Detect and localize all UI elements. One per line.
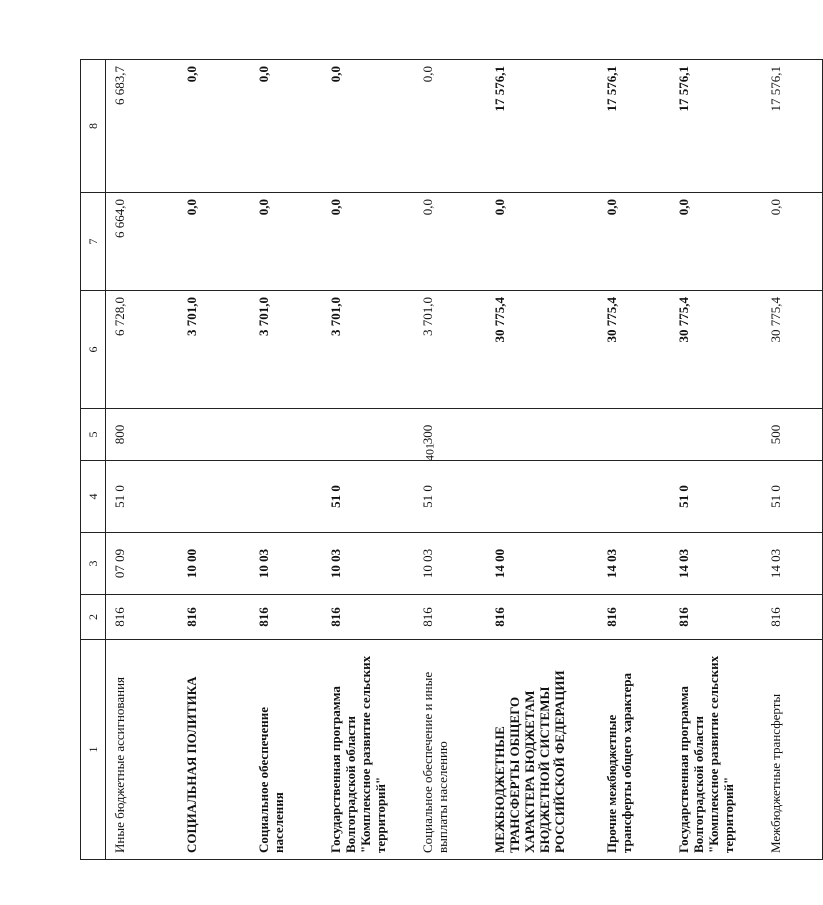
page-number: 401: [422, 443, 437, 461]
cell-value: 17 576,1: [762, 60, 823, 193]
cell-code: 816: [486, 595, 598, 640]
cell-section: 14 03: [598, 533, 670, 595]
cell-code: 816: [178, 595, 250, 640]
cell-program: 51 0: [106, 461, 179, 533]
row-name: МЕЖБЮДЖЕТНЫЕ ТРАНСФЕРТЫ ОБЩЕГО ХАРАКТЕРА БЮДЖЕТАМ БЮДЖЕТНОЙ СИСТЕМЫ РОССИЙСКОЙ ФЕДЕРАЦИИ: [486, 640, 598, 860]
cell-program: [598, 461, 670, 533]
cell-section: 10 00: [178, 533, 250, 595]
cell-value: 0,0: [670, 193, 762, 291]
cell-value: 0,0: [250, 60, 322, 193]
column-header: 3: [81, 533, 106, 595]
cell-type: [322, 409, 414, 461]
cell-type: [598, 409, 670, 461]
cell-value: 0,0: [414, 60, 486, 193]
cell-section: 10 03: [250, 533, 322, 595]
table-row: [322, 60, 414, 860]
cell-code: 816: [598, 595, 670, 640]
cell-code: 816: [322, 595, 414, 640]
table-row: [106, 60, 179, 860]
cell-section: 07 09: [106, 533, 179, 595]
column-header: 6: [81, 291, 106, 409]
cell-value: 30 775,4: [598, 291, 670, 409]
cell-section: 10 03: [414, 533, 486, 595]
cell-program: 51 0: [670, 461, 762, 533]
cell-type: [250, 409, 322, 461]
cell-value: 6 728,0: [106, 291, 179, 409]
cell-type: 500: [762, 409, 823, 461]
row-name: Социальное обеспечение населения: [250, 640, 322, 860]
cell-program: [250, 461, 322, 533]
cell-type: [178, 409, 250, 461]
cell-type: [670, 409, 762, 461]
table-row: [486, 60, 598, 860]
row-name: Государственная программа Волгоградской области "Комплексное развитие сельских территорий": [322, 640, 414, 860]
cell-value: 0,0: [598, 193, 670, 291]
header-row: [81, 60, 106, 860]
rotated-table-container: [80, 60, 783, 860]
cell-code: 816: [414, 595, 486, 640]
row-name: Прочие межбюджетные трансферты общего характера: [598, 640, 670, 860]
cell-value: 0,0: [486, 193, 598, 291]
cell-value: 30 775,4: [762, 291, 823, 409]
table-row: [598, 60, 670, 860]
cell-program: [486, 461, 598, 533]
cell-value: 0,0: [178, 60, 250, 193]
column-header: 1: [81, 640, 106, 860]
cell-value: 3 701,0: [178, 291, 250, 409]
cell-section: 14 03: [670, 533, 762, 595]
row-name: Иные бюджетные ассигнования: [106, 640, 179, 860]
table-row: [670, 60, 762, 860]
cell-code: 816: [670, 595, 762, 640]
cell-value: 17 576,1: [598, 60, 670, 193]
column-header: 5: [81, 409, 106, 461]
budget-table: [80, 59, 823, 860]
cell-section: 10 03: [322, 533, 414, 595]
cell-value: 30 775,4: [670, 291, 762, 409]
cell-type: [486, 409, 598, 461]
cell-code: 816: [250, 595, 322, 640]
row-name: Межбюджетные трансферты: [762, 640, 823, 860]
cell-type: 300: [414, 409, 486, 461]
cell-value: 0,0: [322, 193, 414, 291]
cell-value: 0,0: [762, 193, 823, 291]
cell-value: 0,0: [414, 193, 486, 291]
cell-section: 14 03: [762, 533, 823, 595]
row-name: Социальное обеспечение и иные выплаты населению: [414, 640, 486, 860]
cell-program: [178, 461, 250, 533]
row-name: Государственная программа Волгоградской области "Комплексное развитие сельских территорий": [670, 640, 762, 860]
table-row: [250, 60, 322, 860]
table-row: [414, 60, 486, 860]
cell-value: 17 576,1: [486, 60, 598, 193]
cell-value: 3 701,0: [322, 291, 414, 409]
cell-value: 6 683,7: [106, 60, 179, 193]
cell-code: 816: [106, 595, 179, 640]
cell-value: 17 576,1: [670, 60, 762, 193]
cell-value: 3 701,0: [414, 291, 486, 409]
cell-section: 14 00: [486, 533, 598, 595]
column-header: 4: [81, 461, 106, 533]
table-row: [762, 60, 823, 860]
cell-value: 0,0: [250, 193, 322, 291]
cell-type: 800: [106, 409, 179, 461]
row-name: СОЦИАЛЬНАЯ ПОЛИТИКА: [178, 640, 250, 860]
column-header: 8: [81, 60, 106, 193]
table-row: [178, 60, 250, 860]
cell-value: 0,0: [322, 60, 414, 193]
cell-value: 30 775,4: [486, 291, 598, 409]
cell-code: 816: [762, 595, 823, 640]
column-header: 2: [81, 595, 106, 640]
cell-value: 0,0: [178, 193, 250, 291]
cell-program: 51 0: [762, 461, 823, 533]
cell-program: 51 0: [322, 461, 414, 533]
cell-value: 6 664,0: [106, 193, 179, 291]
cell-program: 51 0: [414, 461, 486, 533]
cell-value: 3 701,0: [250, 291, 322, 409]
column-header: 7: [81, 193, 106, 291]
